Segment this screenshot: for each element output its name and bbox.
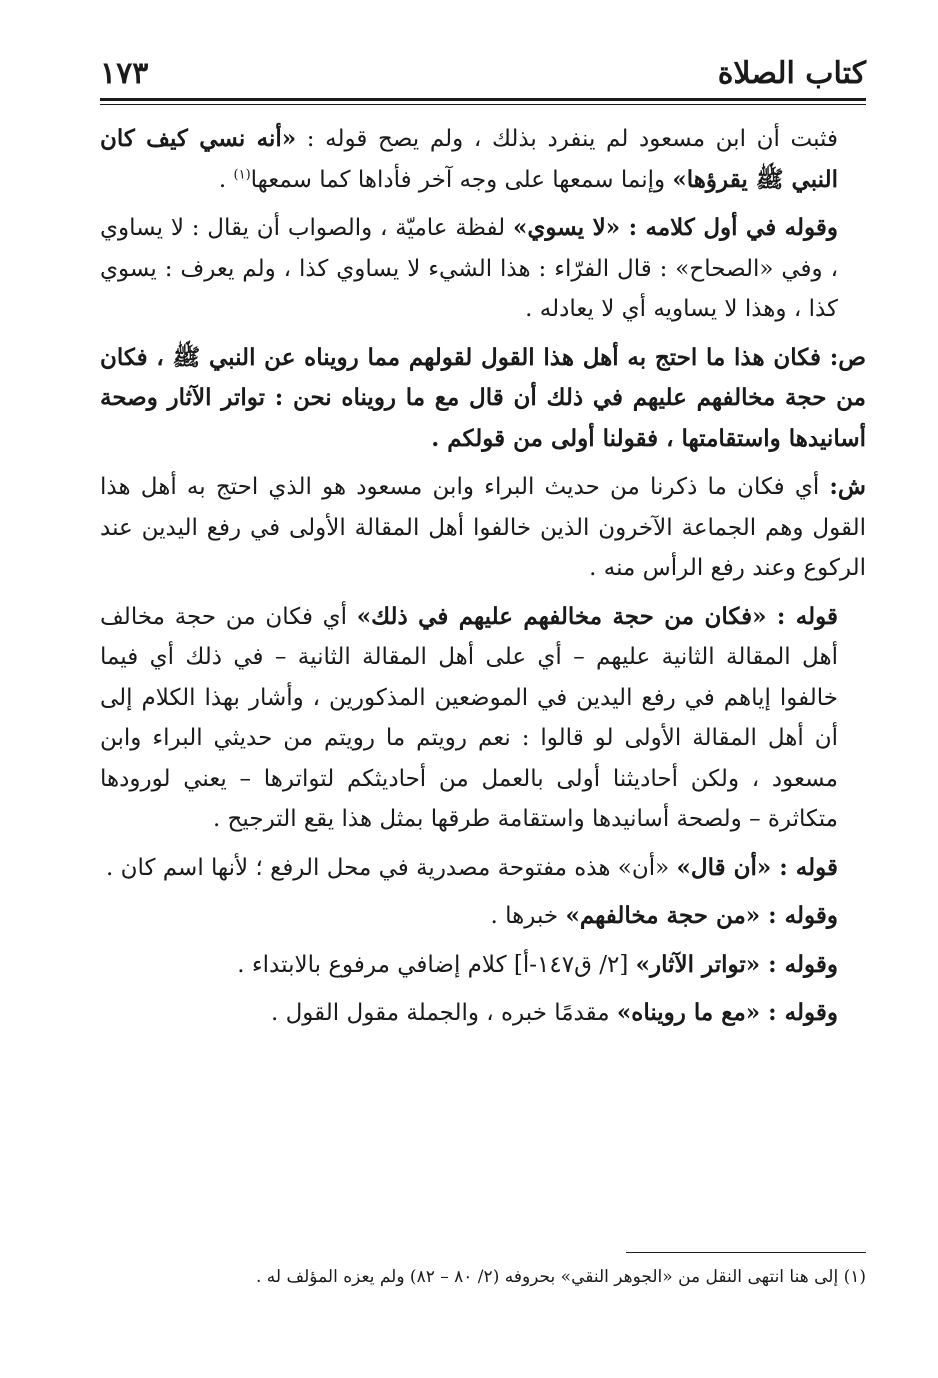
text-run: [٢/ ق١٤٧-أ] كلام إضافي مرفوع بالابتداء .: [237, 951, 636, 978]
footnote-1: (١) إلى هنا انتهى النقل من «الجوهر النقي» بحروفه (٢/ ٨٠ – ٨٢) ولم يعزه المؤلف له .: [256, 1267, 866, 1287]
quoted-text: وقوله في أول كلامه : «لا يسوي»: [512, 214, 838, 241]
running-title: كتاب الصلاة: [717, 56, 866, 91]
text-run: وإنما سمعها على وجه آخر فأداها كما سمعها: [250, 166, 673, 193]
quoted-text: وقوله : «تواتر الآثار»: [635, 950, 838, 978]
quoted-text: قوله : «فكان من حجة مخالفهم عليهم في ذلك»: [356, 602, 839, 630]
footnote-ref: (١): [233, 166, 251, 182]
paragraph-6: [100, 848, 866, 889]
text-run: خبرها .: [490, 903, 566, 929]
section-marker: ش:: [829, 473, 866, 500]
page-body: [100, 119, 866, 1034]
text-run: أي فكان ما ذكرنا من حديث البراء وابن مسعود هو الذي احتج به أهل هذا القول وهم الجماعة الآخرون الذين خالفوا أهل المقالة الأولى في رفع اليدين عند الركوع وعند رفع الرأس منه .: [100, 474, 866, 581]
text-run: لفظة عاميّة ، والصواب أن يقال : لا يساوي ، وفي «الصحاح» : قال الفرّاء : هذا الشيء لا يساوي كذا ، ولم يعرف : يسوي كذا ، وهذا لا يساويه أي لا يعادله .: [100, 215, 838, 322]
text-run: «أن» هذه مفتوحة مصدرية في محل الرفع ؛ لأنها اسم كان .: [105, 854, 677, 881]
paragraph-7: [100, 896, 866, 937]
page-number: ١٧٣: [100, 56, 149, 91]
quoted-text: قوله : «أن قال»: [676, 853, 838, 881]
paragraph-5: [100, 597, 866, 840]
paragraph-1: [100, 119, 866, 200]
text-run: فثبت أن ابن مسعود لم ينفرد بذلك ، ولم يصح قوله :: [296, 126, 838, 152]
paragraph-4: [100, 467, 866, 589]
paragraph-2: [100, 208, 866, 330]
quoted-text: وقوله : «مع ما رويناه»: [616, 999, 838, 1026]
text-run: .: [218, 166, 234, 193]
paragraph-3-matn: ص: فكان هذا ما احتج به أهل هذا القول لقولهم مما رويناه عن النبي ﷺ ، فكان من حجة مخالفهم عليهم في ذلك أن قال مع ما رويناه نحن : تواتر الآثار وصحة أسانيدها واستقامتها ، فقولنا أولى من قولكم .: [100, 343, 866, 452]
header-rule-thin: [100, 104, 866, 105]
paragraph-9: [100, 993, 866, 1034]
quoted-text: «أنه نسي كيف كان النبي ﷺ يقرؤها»: [100, 125, 838, 193]
quoted-text: وقوله : «من حجة مخالفهم»: [565, 902, 838, 929]
text-run: مقدمًا خبره ، والجملة مقول القول .: [270, 1000, 617, 1026]
page-header: [100, 40, 866, 96]
paragraph-8: [100, 945, 866, 986]
header-rule: [100, 98, 866, 101]
text-run: أي فكان من حجة مخالف أهل المقالة الثانية عليهم – أي على أهل المقالة الثانية – في ذلك أي فيما خالفوا إياهم في رفع اليدين في الموضعين المذكورين ، وأشار بهذا الكلام إلى أن أهل المقالة الأولى لو قالوا : نعم رويتم ما رويتم من حديثي البراء وابن مسعود ، ولكن أحاديثنا أولى بالعمل من أحاديثكم لتواترها – يعني لورودها متكاثرة – ولصحة أسانيدها واستقامة طرقها بمثل هذا يقع الترجيح .: [100, 603, 838, 832]
book-page: [100, 40, 866, 1287]
footnote-separator: [626, 1252, 866, 1253]
